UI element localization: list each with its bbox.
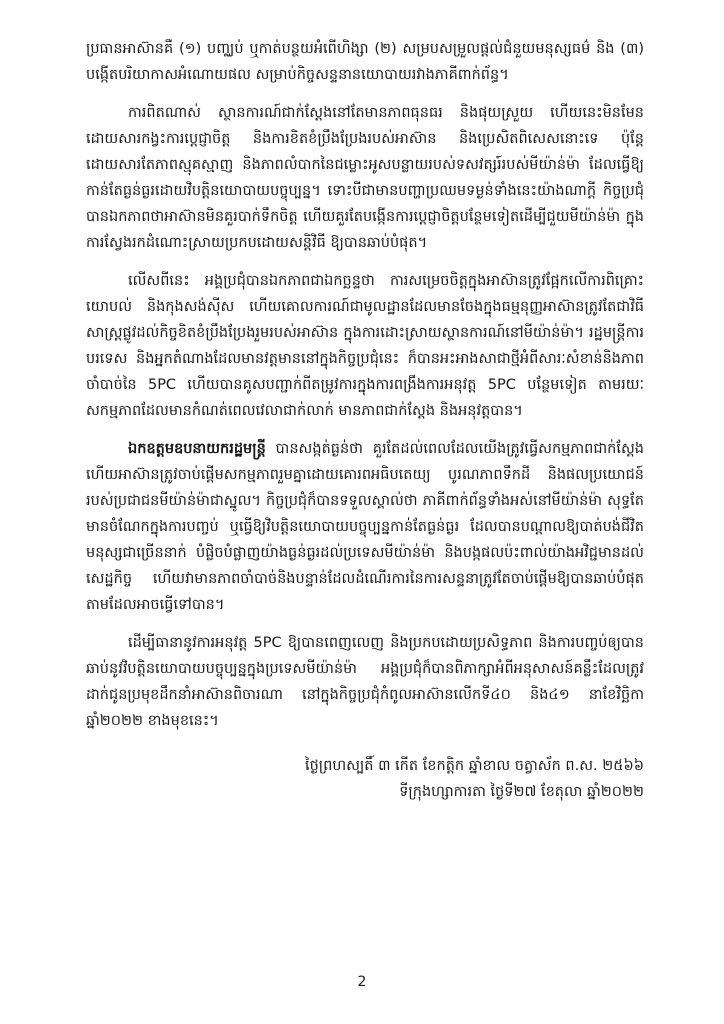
paragraph-3: លើសពីនេះ អង្គប្រជុំបានឯកភាពជាឯកច្ឆន្ទថា ការសម្រេចចិត្តក្នុងអាស៊ានត្រូវផ្អែកលើការពិគ្រោះយោបល់ និងកុងសង់ស៊ីស ហើយគោលការណ៍ជាមូលដ្ឋានដែលមានចែងក្នុងធម្មនុញ្ញអាស៊ានត្រូវតែជាវិធីសាស្ត្រផ្លូវដល់កិច្ចខិតខំប្រឹងប្រែងរួមរបស់អាស៊ាន ក្នុងការដោះស្រាយស្ថានការណ៍នៅមីយ៉ាន់ម៉ា។ រដ្ឋមន្ត្រីការបរទេស និងអ្នកតំណាងដែលមានវត្តមាននៅក្នុងកិច្ចប្រជុំនេះ ក៏បានអះអាងសាជាថ្មីអំពីសារៈសំខាន់និងភាពចាំបាច់នៃ 5PC ហើយបានគូសបញ្ជាក់ពីតម្រូវការក្នុងការពង្រឹងការអនុវត្ត 5PC បន្ថែមទៀត តាមរយៈសកម្មភាពដែលមានកំណត់ពេលវេលាជាក់លាក់ មានភាពជាក់ស្តែង និងអនុវត្តបាន។ [86,273,644,419]
paragraph-4-body: បានសង្កត់ធ្ងន់ថា គួរតែដល់ពេលដែលយើងត្រូវធ្វើសកម្មភាពជាក់ស្តែង ហើយអាស៊ានត្រូវចាប់ផ្តើមសកម្មភាពរួមគ្នាដោយគោរពអធិបតេយ្យ បូរណភាពទឹកដី និងផលប្រយោជន៍របស់ប្រជាជនមីយ៉ាន់ម៉ាជាស្នូល។ កិច្ចប្រជុំក៏បានទទួលស្គាល់ថា ភាគីពាក់ព័ន្ធទាំងអស់នៅមីយ៉ាន់ម៉ា សុទ្ធតែមានចំណែកក្នុងការបញ្ចប់ ឬធ្វើឱ្យវិបត្តិនយោបាយបច្ចុប្បន្នកាន់តែធ្ងន់ធ្ងរ ដែលបានបណ្តាលឱ្យបាត់បង់ជីវិតមនុស្សជាច្រើននាក់ បំផ្លិចបំផ្លាញយ៉ាងធ្ងន់ធ្ងរដល់ប្រទេសមីយ៉ាន់ម៉ា និងបង្កផលប៉ះពាល់យ៉ាងអវិជ្ជមានដល់សេដ្ឋកិច្ច ហើយវាមានភាពចាំបាច់និងបន្ទាន់ដែលដំណើរការនៃការសន្ទនាត្រូវតែចាប់ផ្តើមឱ្យបានឆាប់បំផុតតាមដែលអាចធ្វើទៅបាន។ [86,441,644,613]
date-block [305,753,644,805]
body-text [86,36,644,746]
lunar-date: ថ្ងៃព្រហស្បតិ៍ ៣ កើត ខែកត្តិក ឆ្នាំខាល ចត្វាស័ក ព.ស. ២៥៦៦ [305,758,644,774]
paragraph-5: ដើម្បីធានានូវការអនុវត្ត 5PC ឱ្យបានពេញលេញ និងប្រកបដោយប្រសិទ្ធភាព និងការបញ្ចប់ឲ្យបានឆាប់នូវវិបត្តិនយោបាយបច្ចុប្បន្នក្នុងប្រទេសមីយ៉ាន់ម៉ា អង្គប្រជុំក៏បានពិភាក្សាអំពីអនុសាសន៍គន្លឹះដែលត្រូវដាក់ជូនប្រមុខដឹកនាំអាស៊ានពិចារណា នៅក្នុងកិច្ចប្រជុំកំពូលអាស៊ានលើកទី៤០ និង៤១ នាខែវិច្ឆិកា ឆ្នាំ២០២២ ខាងមុខនេះ។ [86,635,644,729]
paragraph-4-lead: ឯកឧត្តមឧបនាយករដ្ឋមន្ត្រី [128,441,266,457]
page-number: 2 [357,974,367,990]
paragraph-1: ប្រធានអាស៊ានគឺ (១) បញ្ឈប់ ឬកាត់បន្ថយអំពើហិង្សា (២) សម្របសម្រួលផ្តល់ជំនួយមនុស្សធម៌ និង (៣) បង្កើតបរិយាកាសអំណោយផល សម្រាប់កិច្ចសន្ទនានយោបាយរវាងភាគីពាក់ព័ន្ធ។ [86,41,644,83]
paragraph-4 [86,436,644,618]
place-date: ទីក្រុងហ្សាការតា ថ្ងៃទី២៧ ខែតុលា ឆ្នាំ២០២២ [399,784,644,800]
paragraph-2: ការពិតណាស់ ស្ថានការណ៍ជាក់ស្តែងនៅតែមានភាពធុនធរ និងផុយស្រួយ ហើយនេះមិនមែនដោយសារកង្វះការប្តេជ្ញាចិត្ត និងការខិតខំប្រឹងប្រែងរបស់អាស៊ាន និងប្រេសិតពិសេសនោះទេ ប៉ុន្តែដោយសារតែភាពស្មុគស្មាញ និងភាពលំបាកនៃជម្លោះអូសបន្លាយរបស់ទសវត្សរ៍របស់មីយ៉ាន់ម៉ា ដែលធ្វើឱ្យកាន់តែធ្ងន់ធ្ងរដោយវិបត្តិនយោបាយបច្ចុប្បន្ន។ ទោះបីជាមានបញ្ហាប្រឈមទម្ងន់ទាំងនេះយ៉ាងណាក្តី កិច្ចប្រជុំបានឯកភាពថាអាស៊ានមិនគួរបាក់ទឹកចិត្ត ហើយគួរតែបង្កើនការប្តេជ្ញាចិត្តបន្ថែមទៀតដើម្បីជួយមីយ៉ាន់ម៉ា ក្នុងការស្វែងរកដំណោះស្រាយប្រកបដោយសន្តិវិធី ឱ្យបានឆាប់បំផុត។ [86,105,644,251]
